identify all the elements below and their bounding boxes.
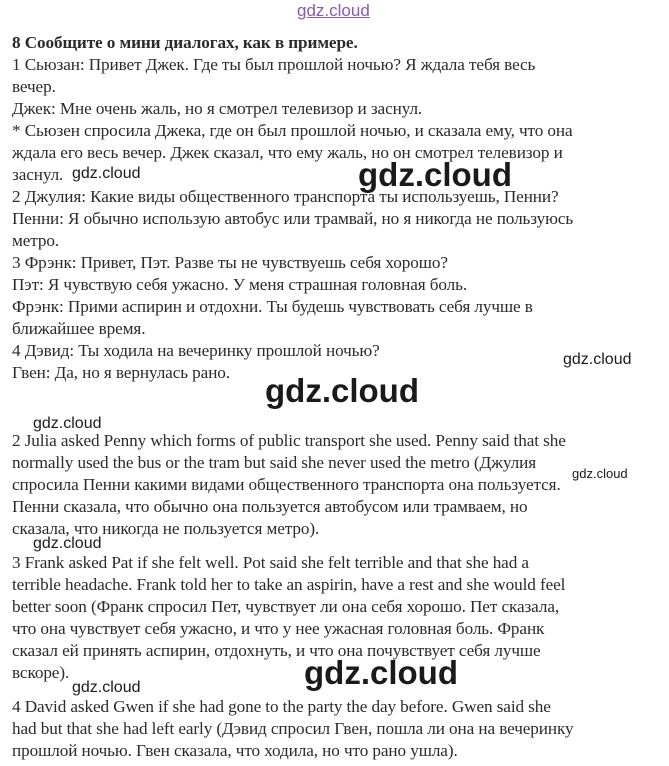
text-line: Пенни: Я обычно использую автобус или трамвай, но я никогда не пользуюсь — [12, 209, 574, 228]
text-line: Пенни сказала, что обычно она пользуется автобусом или трамваем, но — [12, 497, 528, 516]
text-line: вечер. — [12, 77, 56, 96]
text-line: сказал ей принять аспирин, отдохнуть, и что она почувствует себя лучше — [12, 641, 541, 660]
text-line: terrible headache. Frank told her to take an aspirin, have a rest and she would feel — [12, 575, 566, 594]
watermark: gdz.cloud — [72, 679, 141, 696]
text-line: Фрэнк: Прими аспирин и отдохни. Ты будешь чувствовать себя лучше в — [12, 297, 533, 316]
watermark: gdz.cloud — [563, 351, 632, 368]
text-line: ближайшее время. — [12, 319, 146, 338]
text-line: 2 Julia asked Penny which forms of public transport she used. Penny said that she — [12, 431, 566, 450]
watermark: gdz.cloud — [33, 415, 102, 432]
text-line: Пэт: Я чувствую себя ужасно. У меня страшная головная боль. — [12, 275, 468, 294]
text-line: had but that she had left early (Дэвид спросил Гвен, пошла ли она на вечеринку — [12, 719, 574, 738]
text-line: * Сьюзен спросила Джека, где он был прошлой ночью, и сказала ему, что она — [12, 121, 573, 140]
watermark: gdz.cloud — [265, 372, 419, 409]
watermark-top[interactable]: gdz.cloud — [297, 1, 370, 20]
text-line: что она чувствует себя ужасно, и что у нее ужасная головная боль. Франк — [12, 619, 545, 638]
text-line: заснул. — [12, 165, 64, 184]
text-line: прошлой ночью. Гвен сказала, что ходила, но что рано ушла). — [12, 741, 458, 760]
watermark: gdz.cloud — [304, 654, 458, 691]
text-line: Джек: Мне очень жаль, но я смотрел телевизор и заснул. — [12, 99, 423, 118]
text-line: better soon (Франк спросил Пет, чувствует ли она себя хорошо. Пет сказала, — [12, 597, 560, 616]
text-line: 3 Фрэнк: Привет, Пэт. Разве ты не чувствуешь себя хорошо? — [12, 253, 448, 272]
watermark: gdz.cloud — [72, 165, 141, 182]
text-line: 4 Дэвид: Ты ходила на вечеринку прошлой ночью? — [12, 341, 380, 360]
text-line: 4 David asked Gwen if she had gone to the party the day before. Gwen said she — [12, 697, 551, 716]
text-line: сказала, что никогда не пользуется метро). — [12, 519, 320, 538]
exercise-heading: 8 Сообщите о мини диалогах, как в примере. — [12, 33, 358, 52]
watermark: gdz.cloud — [358, 156, 512, 193]
text-line: normally used the bus or the tram but said she never used the metro (Джулия — [12, 453, 537, 472]
text-line: Гвен: Да, но я вернулась рано. — [12, 363, 230, 382]
text-line: 1 Сьюзан: Привет Джек. Где ты был прошлой ночью? Я ждала тебя весь — [12, 55, 536, 74]
watermark: gdz.cloud — [33, 535, 102, 552]
text-line: спросила Пенни какими видами общественного транспорта она пользуется. — [12, 475, 561, 494]
text-line: ждала его весь вечер. Джек сказал, что ему жаль, но он смотрел телевизор и — [12, 143, 563, 162]
text-line: 3 Frank asked Pat if she felt well. Pot said she felt terrible and that she had a — [12, 553, 529, 572]
watermark: gdz.cloud — [572, 466, 628, 481]
text-line: вскоре). — [12, 663, 70, 682]
text-line: 2 Джулия: Какие виды общественного транспорта ты используешь, Пенни? — [12, 187, 559, 206]
text-line: метро. — [12, 231, 60, 250]
